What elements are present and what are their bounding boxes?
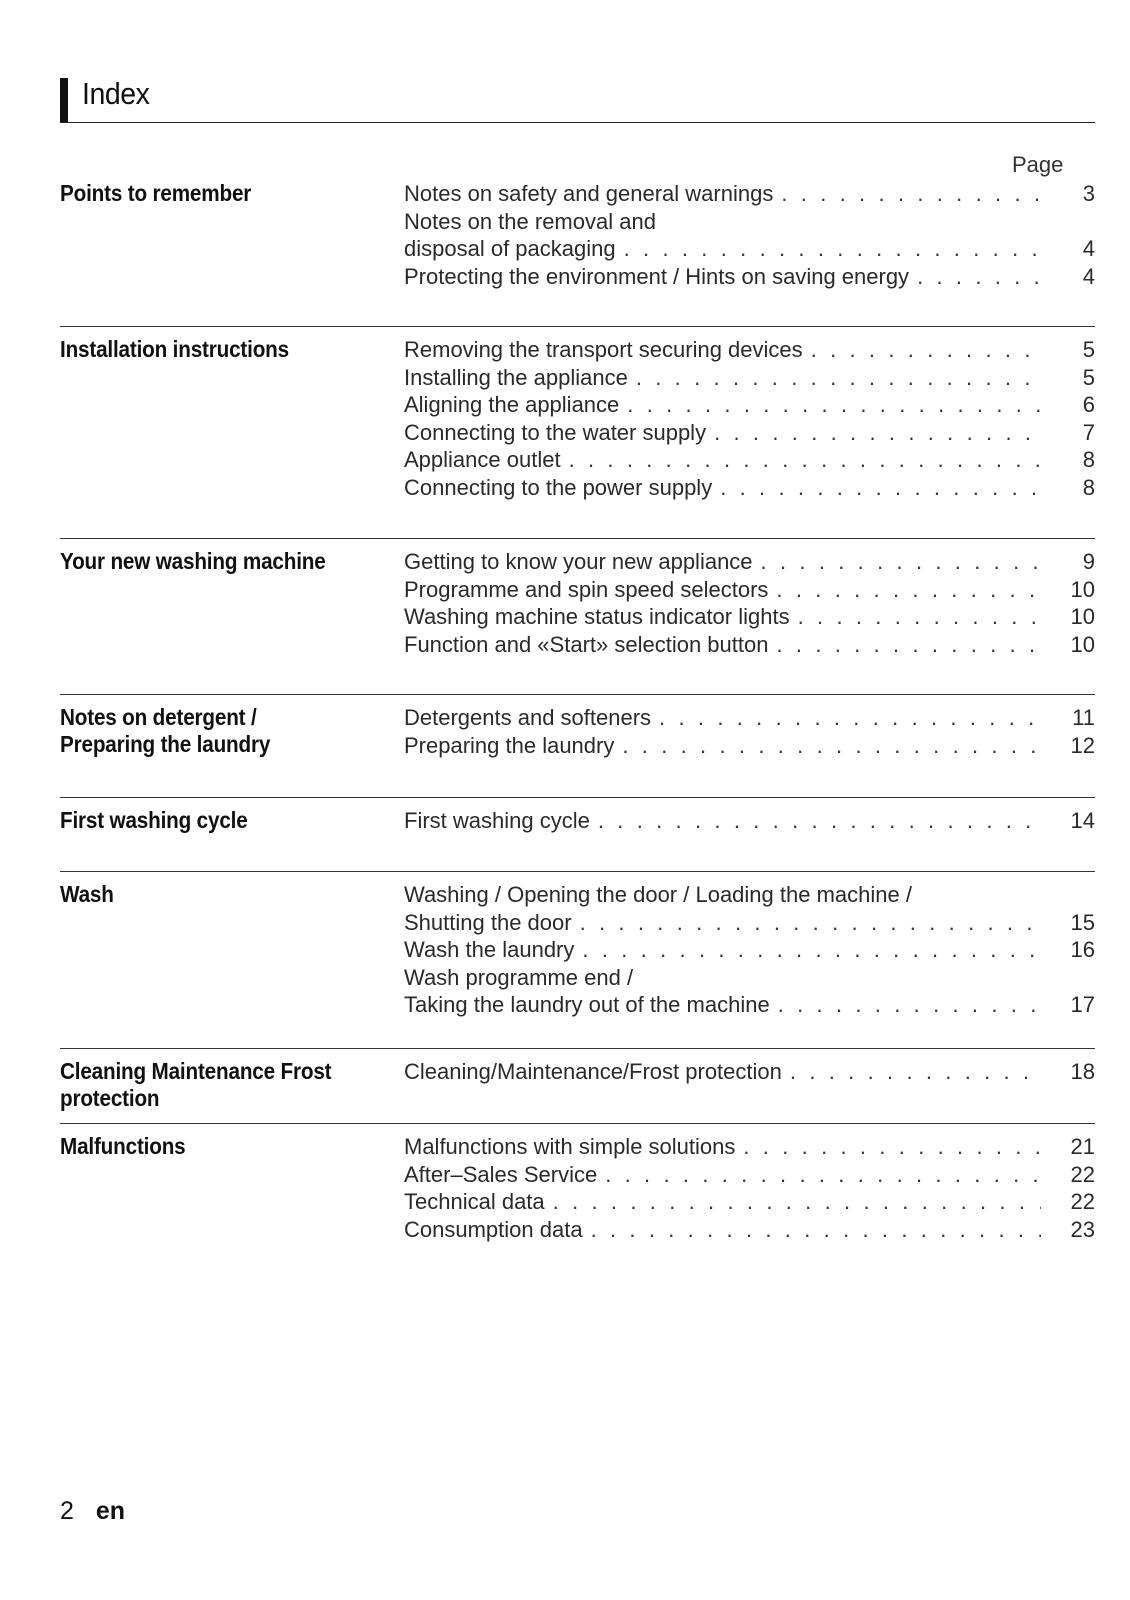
entry-page-number: 22 [1070,1189,1095,1214]
entry-title: disposal of packaging [404,236,616,261]
entry-line [404,1188,1095,1216]
dot-leader [624,235,1041,263]
section-divider [60,694,1095,695]
entry-title: Protecting the environment / Hints on saving energy [404,263,910,289]
dot-leader [582,936,1041,964]
page-title: Index [82,76,150,111]
index-entry [404,474,1095,502]
entry-page-number: 9 [1082,549,1095,574]
index-entry [404,446,1095,474]
index-entry [404,263,1095,291]
section-title: Points to remember [60,180,252,206]
dot-leader [781,180,1041,208]
section-entries [404,548,1095,658]
entry-line [404,1058,1095,1086]
entry-line [404,391,1095,419]
entry-title: Cleaning/Maintenance/Frost protection [404,1059,782,1084]
entry-title: Connecting to the water supply [404,419,707,445]
section-divider [60,538,1095,539]
entry-line [404,807,1095,835]
entry-line [404,364,1095,392]
dot-leader [636,364,1041,392]
entry-text-line: Notes on the removal and [404,208,656,234]
entry-title: Function and «Start» selection button [404,631,769,657]
index-entry [404,936,1095,964]
entry-title: Aligning the appliance [404,392,620,417]
entry-page-number: 15 [1070,909,1095,935]
entry-line [404,909,1095,937]
entry-title: Getting to know your new appliance [404,549,753,574]
entry-page-number: 16 [1070,937,1095,962]
entry-page-number: 10 [1070,576,1095,602]
entry-title: Technical data [404,1189,545,1214]
entry-line [404,1216,1095,1244]
footer-page-number: 2 [60,1497,74,1525]
entry-title: Washing machine status indicator lights [404,604,790,629]
entry-line [404,631,1095,659]
dot-leader [659,704,1041,732]
dot-leader [776,631,1041,659]
entry-line [404,732,1095,760]
entry-page-number: 5 [1082,337,1095,362]
index-entry [404,1058,1095,1086]
index-entry [404,1161,1095,1189]
section-divider [60,871,1095,872]
index-entry [404,1188,1095,1216]
section-entries [404,336,1095,501]
section-entries [404,704,1095,759]
dot-leader [569,446,1041,474]
index-entry [404,732,1095,760]
entry-title: Programme and spin speed selectors [404,576,769,602]
entry-line [404,446,1095,474]
section-title: Installation instructions [60,336,289,362]
dot-leader [761,548,1041,576]
entry-title: Detergents and softeners [404,705,652,730]
dot-leader [790,1058,1041,1086]
entry-title: Malfunctions with simple solutions [404,1134,736,1159]
section-title: Cleaning Maintenance Frost protection [60,1058,332,1111]
dot-leader [743,1133,1041,1161]
entry-page-number: 10 [1070,631,1095,657]
entry-line [404,991,1095,1019]
page-header [60,74,1095,123]
index-entry [404,881,1095,936]
entry-title: Appliance outlet [404,447,561,472]
dot-leader [605,1161,1041,1189]
page-footer [60,1496,125,1526]
entry-title: Preparing the laundry [404,732,615,758]
entry-title: Removing the transport securing devices [404,337,803,362]
section-title: First washing cycle [60,807,248,833]
section-entries [404,180,1095,290]
dot-leader [776,576,1041,604]
entry-line [404,180,1095,208]
section-divider [60,797,1095,798]
entry-title: Connecting to the power supply [404,474,713,500]
entry-title: Wash the laundry [404,937,575,962]
entry-page-number: 22 [1070,1161,1095,1187]
index-entry [404,807,1095,835]
section-entries [404,807,1095,835]
section-entries [404,1058,1095,1086]
index-entry [404,576,1095,604]
entry-title: Taking the laundry out of the machine [404,992,770,1017]
entry-line [404,603,1095,631]
section-title: Notes on detergent / Preparing the laundry [60,704,271,757]
entry-page-number: 4 [1082,263,1095,289]
index-entry [404,704,1095,732]
entry-page-number: 5 [1082,364,1095,390]
entry-line [404,1133,1095,1161]
index-entry [404,1216,1095,1244]
entry-line [404,704,1095,732]
index-entry [404,336,1095,364]
index-entry [404,419,1095,447]
entry-page-number: 8 [1082,474,1095,500]
dot-leader [591,1216,1041,1244]
dot-leader [798,603,1041,631]
entry-title: Installing the appliance [404,364,628,390]
section-title: Wash [60,881,114,907]
entry-text-line: Washing / Opening the door / Loading the machine / [404,882,912,907]
index-entry [404,631,1095,659]
dot-leader [553,1188,1041,1216]
index-entry [404,548,1095,576]
entry-page-number: 23 [1070,1216,1095,1242]
index-entry [404,208,1095,263]
section-divider [60,326,1095,327]
entry-line [404,548,1095,576]
section-divider [60,1048,1095,1049]
index-entry [404,603,1095,631]
entry-page-number: 14 [1070,808,1095,833]
section-entries [404,1133,1095,1243]
entry-page-number: 12 [1070,732,1095,758]
index-entry [404,391,1095,419]
section-title: Malfunctions [60,1133,186,1159]
entry-page-number: 17 [1070,992,1095,1017]
entry-line [404,235,1095,263]
index-entry [404,1133,1095,1161]
entry-title: After–Sales Service [404,1161,598,1187]
dot-leader [580,909,1041,937]
header-accent-bar [60,78,68,122]
entry-line [404,263,1095,291]
footer-language: en [95,1497,126,1525]
index-entry [404,180,1095,208]
entry-page-number: 8 [1082,447,1095,472]
page-column-label: Page [1012,152,1064,177]
entry-line [404,336,1095,364]
entry-page-number: 6 [1082,392,1095,417]
dot-leader [627,391,1041,419]
section-entries [404,881,1095,1019]
entry-line [404,936,1095,964]
section-title: Your new washing machine [60,548,326,574]
entry-line [404,419,1095,447]
entry-page-number: 18 [1070,1059,1095,1084]
entry-page-number: 3 [1082,181,1095,206]
dot-leader [917,263,1041,291]
index-entry [404,364,1095,392]
entry-page-number: 7 [1082,419,1095,445]
entry-page-number: 11 [1072,705,1095,730]
entry-line [404,1161,1095,1189]
entry-line [404,576,1095,604]
dot-leader [778,991,1041,1019]
entry-title: Shutting the door [404,909,572,935]
dot-leader [811,336,1041,364]
entry-title: Notes on safety and general warnings [404,181,774,206]
dot-leader [720,474,1041,502]
entry-title: Consumption data [404,1216,583,1242]
dot-leader [622,732,1041,760]
index-entry [404,964,1095,1019]
section-divider [60,1123,1095,1124]
entry-page-number: 10 [1070,604,1095,629]
entry-text-line: Wash programme end / [404,964,634,990]
dot-leader [598,807,1041,835]
dot-leader [714,419,1041,447]
entry-line [404,474,1095,502]
entry-title: First washing cycle [404,808,590,833]
entry-page-number: 21 [1070,1134,1095,1159]
entry-page-number: 4 [1082,236,1095,261]
